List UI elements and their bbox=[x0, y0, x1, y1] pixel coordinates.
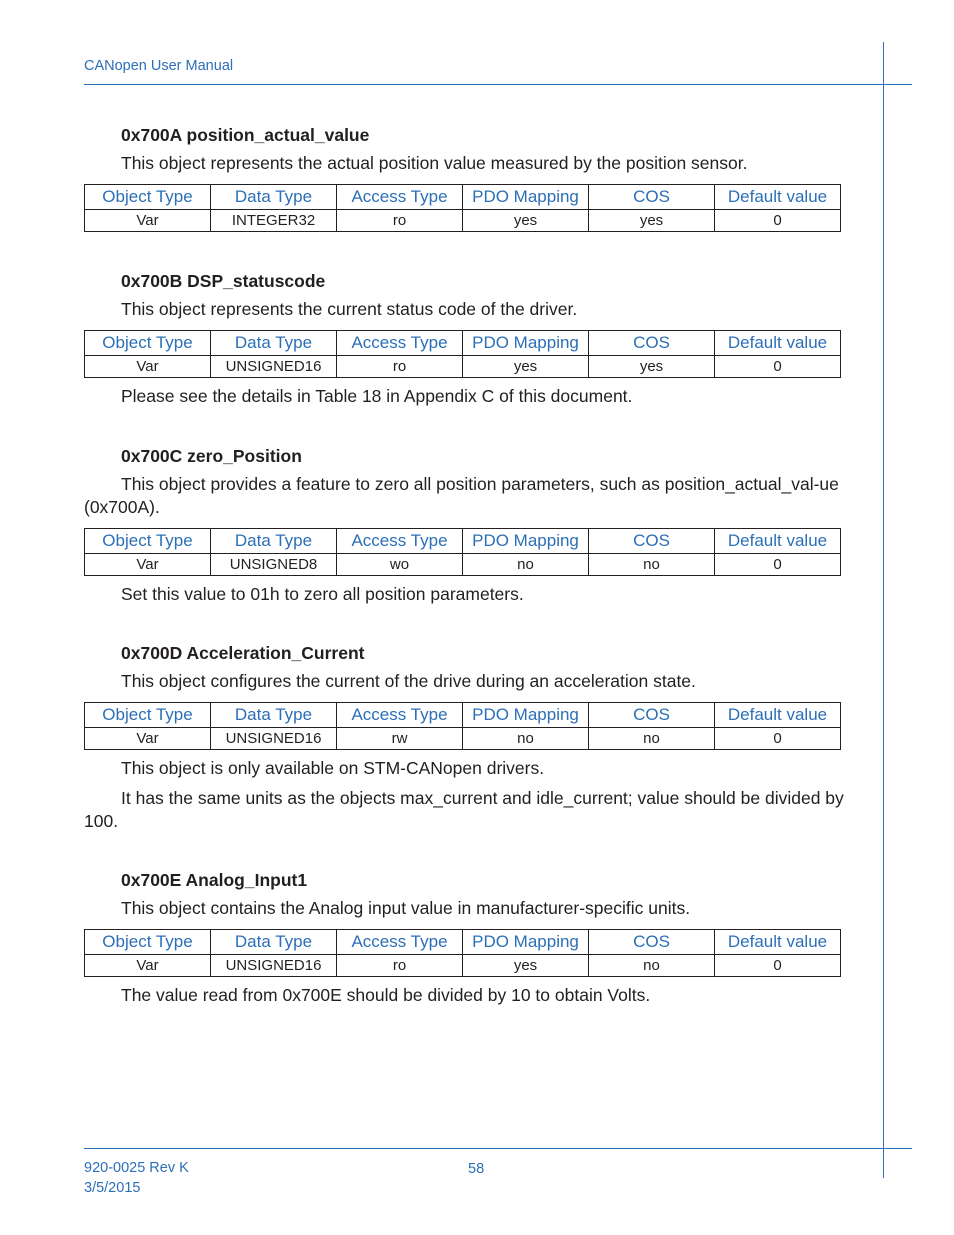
table-cell: no bbox=[589, 554, 715, 576]
column-header: PDO Mapping bbox=[463, 930, 589, 955]
column-header: PDO Mapping bbox=[463, 331, 589, 356]
table-header-row bbox=[85, 930, 841, 955]
table-cell: INTEGER32 bbox=[211, 210, 337, 232]
column-header: COS bbox=[589, 930, 715, 955]
object-table bbox=[84, 929, 841, 977]
table-cell: no bbox=[463, 728, 589, 750]
table-cell: no bbox=[589, 728, 715, 750]
table-cell: no bbox=[463, 554, 589, 576]
column-header: Access Type bbox=[337, 185, 463, 210]
column-header: Default value bbox=[715, 185, 841, 210]
table-cell: Var bbox=[85, 210, 211, 232]
footer-doc-number: 920-0025 Rev K bbox=[84, 1160, 189, 1176]
column-header: Data Type bbox=[211, 529, 337, 554]
column-header: Default value bbox=[715, 703, 841, 728]
column-header: Data Type bbox=[211, 331, 337, 356]
page-number: 58 bbox=[468, 1161, 485, 1177]
section-0x700e bbox=[84, 869, 870, 1007]
column-header: PDO Mapping bbox=[463, 703, 589, 728]
object-table bbox=[84, 330, 841, 378]
table-cell: ro bbox=[337, 356, 463, 378]
footer-rule bbox=[84, 1148, 912, 1149]
object-table bbox=[84, 702, 841, 750]
column-header: Access Type bbox=[337, 331, 463, 356]
table-cell: ro bbox=[337, 955, 463, 977]
column-header: Object Type bbox=[85, 529, 211, 554]
column-header: Access Type bbox=[337, 930, 463, 955]
table-row bbox=[85, 356, 841, 378]
table-cell: UNSIGNED8 bbox=[211, 554, 337, 576]
section-description: This object contains the Analog input value in manufacturer-specific units. bbox=[121, 898, 691, 918]
table-cell: yes bbox=[589, 210, 715, 232]
table-cell: 0 bbox=[715, 554, 841, 576]
header-title: CANopen User Manual bbox=[84, 58, 234, 74]
section-heading: 0x700B DSP_statuscode bbox=[121, 271, 326, 291]
table-cell: yes bbox=[463, 955, 589, 977]
table-cell: 0 bbox=[715, 210, 841, 232]
column-header: Default value bbox=[715, 529, 841, 554]
table-cell: 0 bbox=[715, 728, 841, 750]
section-note: Set this value to 01h to zero all position parameters. bbox=[121, 584, 524, 604]
footer-date: 3/5/2015 bbox=[84, 1180, 141, 1196]
object-table bbox=[84, 528, 841, 576]
table-cell: ro bbox=[337, 210, 463, 232]
column-header: COS bbox=[589, 331, 715, 356]
section-note: Please see the details in Table 18 in Appendix C of this document. bbox=[121, 386, 633, 406]
table-cell: rw bbox=[337, 728, 463, 750]
table-cell: wo bbox=[337, 554, 463, 576]
section-heading: 0x700E Analog_Input1 bbox=[121, 870, 308, 890]
table-cell: UNSIGNED16 bbox=[211, 955, 337, 977]
column-header: Data Type bbox=[211, 185, 337, 210]
table-cell: yes bbox=[463, 210, 589, 232]
table-header-row bbox=[85, 703, 841, 728]
column-header: Object Type bbox=[85, 703, 211, 728]
column-header: Default value bbox=[715, 331, 841, 356]
column-header: Access Type bbox=[337, 703, 463, 728]
table-row bbox=[85, 728, 841, 750]
table-header-row bbox=[85, 529, 841, 554]
table-header-row bbox=[85, 331, 841, 356]
table-row bbox=[85, 955, 841, 977]
side-rule bbox=[883, 42, 884, 1178]
footer-doc-info bbox=[84, 1158, 189, 1198]
section-heading: 0x700C zero_Position bbox=[121, 446, 302, 466]
column-header: PDO Mapping bbox=[463, 529, 589, 554]
table-cell: Var bbox=[85, 356, 211, 378]
table-cell: UNSIGNED16 bbox=[211, 356, 337, 378]
section-note: It has the same units as the objects max_current and idle_current; value should be divided by 100. bbox=[84, 788, 844, 831]
table-header-row bbox=[85, 185, 841, 210]
column-header: Default value bbox=[715, 930, 841, 955]
section-0x700c bbox=[84, 445, 870, 606]
section-description: This object represents the current status code of the driver. bbox=[121, 299, 578, 319]
table-cell: 0 bbox=[715, 356, 841, 378]
column-header: Object Type bbox=[85, 185, 211, 210]
table-cell: UNSIGNED16 bbox=[211, 728, 337, 750]
column-header: Object Type bbox=[85, 331, 211, 356]
section-description: This object represents the actual position value measured by the position sensor. bbox=[121, 153, 748, 173]
table-cell: Var bbox=[85, 728, 211, 750]
section-note: The value read from 0x700E should be divided by 10 to obtain Volts. bbox=[121, 985, 651, 1005]
table-cell: yes bbox=[463, 356, 589, 378]
column-header: COS bbox=[589, 703, 715, 728]
table-row bbox=[85, 210, 841, 232]
section-0x700a bbox=[84, 124, 870, 232]
section-0x700b bbox=[84, 270, 870, 408]
section-0x700d bbox=[84, 642, 870, 833]
table-row bbox=[85, 554, 841, 576]
column-header: Access Type bbox=[337, 529, 463, 554]
section-heading: 0x700D Acceleration_Current bbox=[121, 643, 365, 663]
section-note: This object is only available on STM-CANopen drivers. bbox=[121, 758, 545, 778]
object-table bbox=[84, 184, 841, 232]
column-header: Data Type bbox=[211, 703, 337, 728]
column-header: Data Type bbox=[211, 930, 337, 955]
table-cell: Var bbox=[85, 554, 211, 576]
table-cell: 0 bbox=[715, 955, 841, 977]
table-cell: no bbox=[589, 955, 715, 977]
section-heading: 0x700A position_actual_value bbox=[121, 125, 370, 145]
column-header: COS bbox=[589, 185, 715, 210]
table-cell: Var bbox=[85, 955, 211, 977]
header-rule bbox=[84, 84, 912, 85]
column-header: PDO Mapping bbox=[463, 185, 589, 210]
section-description: This object provides a feature to zero all position parameters, such as position_actual_val-ue (0x700A). bbox=[84, 474, 839, 517]
column-header: COS bbox=[589, 529, 715, 554]
table-cell: yes bbox=[589, 356, 715, 378]
section-description: This object configures the current of the drive during an acceleration state. bbox=[121, 671, 696, 691]
column-header: Object Type bbox=[85, 930, 211, 955]
